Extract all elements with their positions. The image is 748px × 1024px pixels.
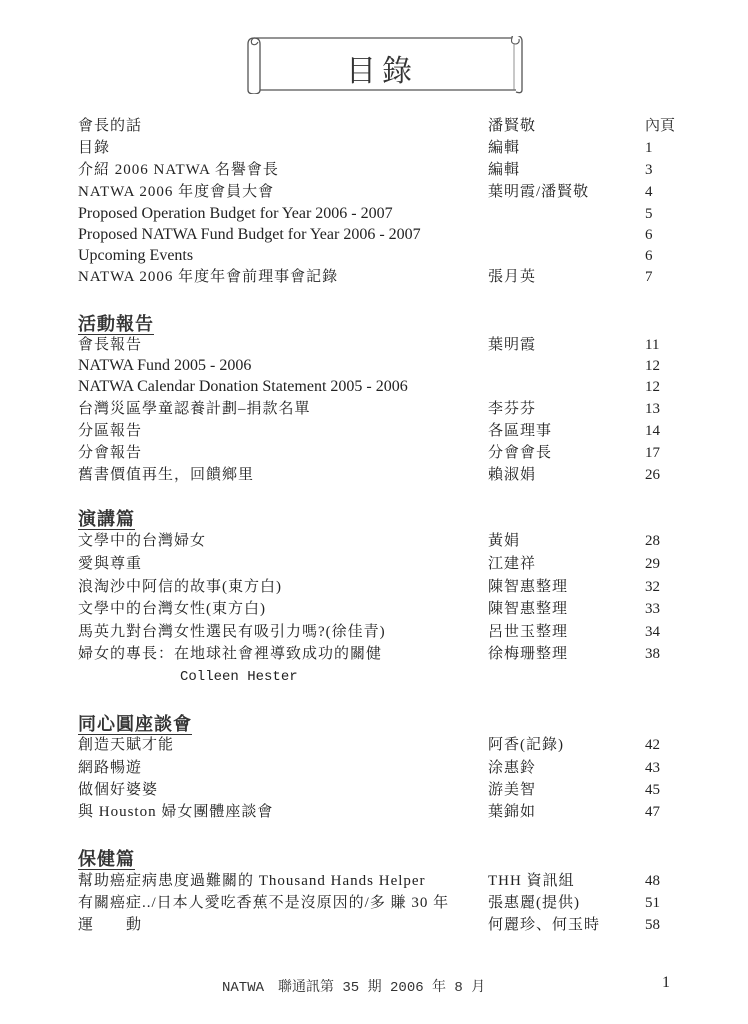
toc-entry bbox=[78, 621, 698, 643]
entry-page-number: 13 bbox=[645, 401, 660, 417]
toc-entry bbox=[78, 576, 698, 598]
entry-title: 文學中的台灣婦女 bbox=[78, 533, 207, 549]
entry-page-number: 33 bbox=[645, 601, 660, 617]
entry-author: 涂惠鈴 bbox=[488, 760, 537, 776]
toc-entry bbox=[78, 779, 698, 801]
page-number: 1 bbox=[662, 974, 670, 991]
entry-title: 會長的話 bbox=[78, 118, 143, 134]
toc-entry bbox=[78, 398, 698, 420]
entry-page-number: 45 bbox=[645, 782, 660, 798]
toc-entry bbox=[78, 245, 698, 267]
toc-entry bbox=[78, 420, 698, 442]
entry-page-number: 38 bbox=[645, 646, 660, 662]
toc-entry bbox=[78, 159, 698, 181]
entry-title: 分會報告 bbox=[78, 445, 143, 461]
entry-title: 網路暢遊 bbox=[78, 760, 143, 776]
title-banner bbox=[240, 36, 524, 94]
section-heading: 活動報告 bbox=[78, 314, 154, 334]
toc-entry bbox=[78, 115, 698, 137]
entry-author: 李芬芬 bbox=[488, 401, 537, 417]
entry-title: 婦女的專長：在地球社會裡導致成功的關健 bbox=[78, 646, 383, 662]
entry-title: Proposed NATWA Fund Budget for Year 2006 - 2007 bbox=[78, 226, 421, 243]
toc-entry bbox=[78, 892, 698, 914]
entry-author: 賴淑娟 bbox=[488, 467, 537, 483]
entry-page-number: 32 bbox=[645, 579, 660, 595]
entry-page-number: 7 bbox=[645, 269, 653, 285]
entry-page-number: 34 bbox=[645, 624, 660, 640]
entry-title: 創造天賦才能 bbox=[78, 737, 175, 753]
entry-author: 葉明霞/潘賢敬 bbox=[488, 184, 590, 200]
entry-author: 分會會長 bbox=[488, 445, 553, 461]
entry-page-number: 42 bbox=[645, 737, 660, 753]
page-footer: NATWA 聯通訊第 35 期 2006 年 8 月 bbox=[222, 980, 486, 996]
entry-title: NATWA 2006 年度會員大會 bbox=[78, 184, 275, 200]
entry-page-number: 4 bbox=[645, 184, 653, 200]
entry-page-number: 6 bbox=[645, 227, 653, 243]
page-title: 目錄 bbox=[346, 54, 418, 89]
entry-page-number: 3 bbox=[645, 162, 653, 178]
entry-title: NATWA Calendar Donation Statement 2005 - 2006 bbox=[78, 378, 408, 395]
toc-entry bbox=[78, 598, 698, 620]
entry-author: 葉明霞 bbox=[488, 337, 537, 353]
entry-title: 運 動 bbox=[78, 917, 143, 933]
entry-title: 愛與尊重 bbox=[78, 556, 143, 572]
entry-page-number: 11 bbox=[645, 337, 660, 353]
entry-page-number: 58 bbox=[645, 917, 660, 933]
entry-page-number: 6 bbox=[645, 248, 653, 264]
toc-entry bbox=[78, 224, 698, 246]
entry-title: 幫助癌症病患度過難關的 Thousand Hands Helper bbox=[78, 873, 426, 889]
entry-author: 呂世玉整理 bbox=[488, 624, 569, 640]
toc-entry bbox=[78, 666, 698, 688]
entry-title: NATWA Fund 2005 - 2006 bbox=[78, 357, 252, 374]
entry-author: 各區理事 bbox=[488, 423, 553, 439]
entry-title: NATWA 2006 年度年會前理事會記錄 bbox=[78, 269, 339, 285]
page-column-header: 內頁 bbox=[645, 118, 676, 134]
entry-title: 舊書價值再生，回饋鄉里 bbox=[78, 467, 255, 483]
entry-title: 有關癌症../日本人愛吃香蕉不是沒原因的/多 賺 30 年 bbox=[78, 895, 450, 911]
entry-author: 葉錦如 bbox=[488, 804, 537, 820]
entry-title: 分區報告 bbox=[78, 423, 143, 439]
section-heading: 演講篇 bbox=[78, 509, 135, 529]
entry-title: 目錄 bbox=[78, 140, 111, 156]
entry-page-number: 1 bbox=[645, 140, 653, 156]
entry-author: 陳智惠整理 bbox=[488, 601, 569, 617]
entry-author: THH 資訊組 bbox=[488, 873, 575, 889]
toc-entry bbox=[78, 181, 698, 203]
toc-entry bbox=[78, 376, 698, 398]
entry-author: 游美智 bbox=[488, 782, 537, 798]
entry-title: 與 Houston 婦女團體座談會 bbox=[78, 804, 274, 820]
toc-entry bbox=[78, 334, 698, 356]
entry-author: 編輯 bbox=[488, 140, 521, 156]
entry-author: 張惠麗(提供) bbox=[488, 895, 580, 911]
toc-entry bbox=[78, 757, 698, 779]
section-heading: 同心圓座談會 bbox=[78, 714, 192, 734]
entry-title: 文學中的台灣女性(東方白) bbox=[78, 601, 266, 617]
entry-page-number: 43 bbox=[645, 760, 660, 776]
entry-page-number: 5 bbox=[645, 206, 653, 222]
entry-page-number: 17 bbox=[645, 445, 660, 461]
entry-page-number: 12 bbox=[645, 358, 660, 374]
entry-author: 何麗珍、何玉時 bbox=[488, 917, 601, 933]
entry-author: 潘賢敬 bbox=[488, 118, 537, 134]
toc-entry bbox=[78, 464, 698, 486]
entry-title: 做個好婆婆 bbox=[78, 782, 159, 798]
entry-title: Upcoming Events bbox=[78, 247, 194, 264]
toc-entry bbox=[78, 442, 698, 464]
section-heading: 保健篇 bbox=[78, 849, 135, 869]
toc-entry bbox=[78, 870, 698, 892]
toc-entry bbox=[78, 266, 698, 288]
entry-page-number: 48 bbox=[645, 873, 660, 889]
toc-entry bbox=[78, 643, 698, 665]
entry-page-number: 47 bbox=[645, 804, 660, 820]
entry-title: 浪淘沙中阿信的故事(東方白) bbox=[78, 579, 282, 595]
toc-entry bbox=[78, 734, 698, 756]
entry-page-number: 12 bbox=[645, 379, 660, 395]
entry-page-number: 28 bbox=[645, 533, 660, 549]
entry-author: 阿香(記錄) bbox=[488, 737, 564, 753]
entry-page-number: 51 bbox=[645, 895, 660, 911]
entry-page-number: 14 bbox=[645, 423, 660, 439]
entry-author: 徐梅珊整理 bbox=[488, 646, 569, 662]
entry-title: 介紹 2006 NATWA 名譽會長 bbox=[78, 162, 279, 178]
entry-page-number: 26 bbox=[645, 467, 660, 483]
entry-title: 馬英九對台灣女性選民有吸引力嗎?(徐佳青) bbox=[78, 624, 386, 640]
entry-author: 張月英 bbox=[488, 269, 537, 285]
toc-entry bbox=[78, 530, 698, 552]
entry-title: Proposed Operation Budget for Year 2006 - 2007 bbox=[78, 205, 393, 222]
toc-entry bbox=[78, 137, 698, 159]
entry-author: 編輯 bbox=[488, 162, 521, 178]
entry-author: 黃娟 bbox=[488, 533, 521, 549]
entry-title: Colleen Hester bbox=[180, 669, 298, 685]
toc-entry bbox=[78, 914, 698, 936]
toc-entry bbox=[78, 801, 698, 823]
toc-entry bbox=[78, 355, 698, 377]
toc-entry bbox=[78, 203, 698, 225]
entry-page-number: 29 bbox=[645, 556, 660, 572]
entry-author: 陳智惠整理 bbox=[488, 579, 569, 595]
entry-title: 台灣災區學童認養計劃–捐款名單 bbox=[78, 401, 311, 417]
toc-entry bbox=[78, 553, 698, 575]
entry-author: 江建祥 bbox=[488, 556, 537, 572]
entry-title: 會長報告 bbox=[78, 337, 143, 353]
